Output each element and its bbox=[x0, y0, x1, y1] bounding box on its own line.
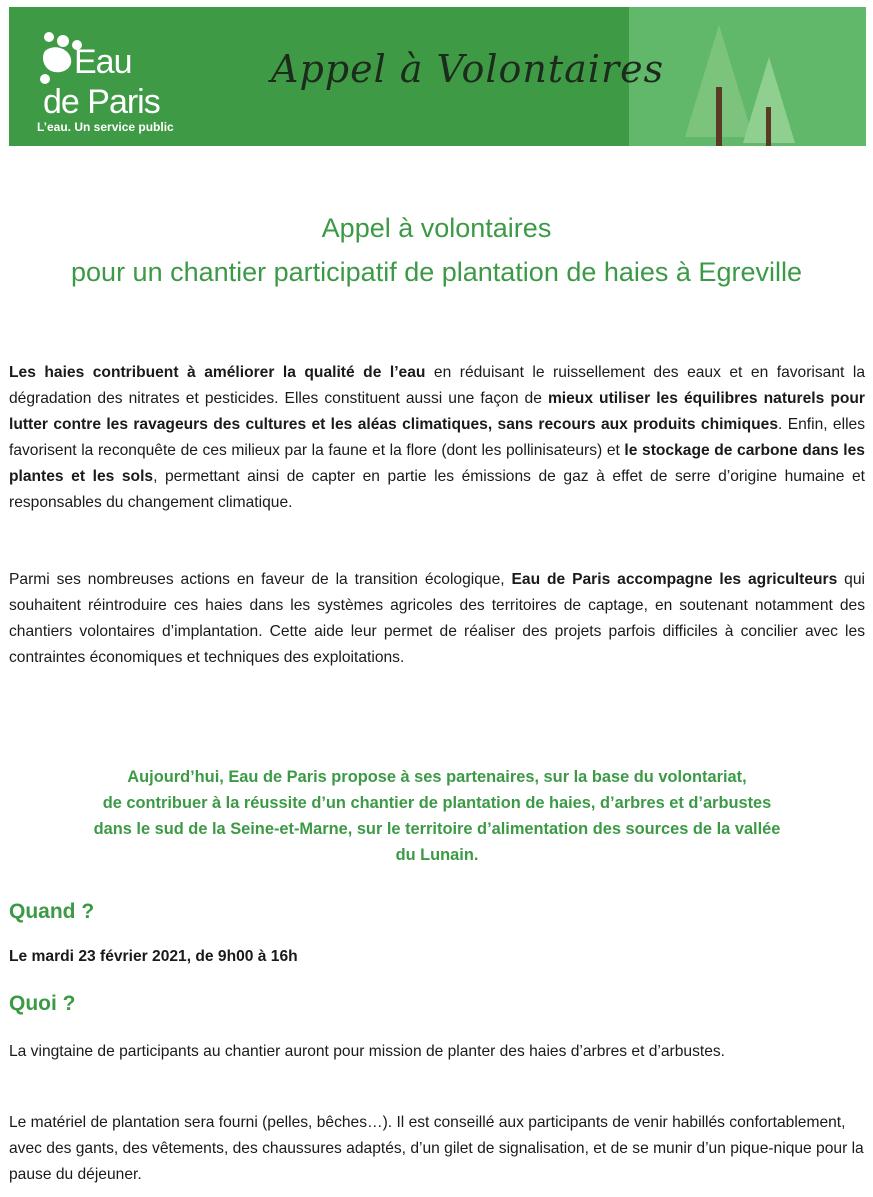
what-heading: Quoi ? bbox=[9, 992, 76, 1015]
logo-paris-text: de Paris bbox=[43, 83, 160, 121]
logo-tagline: L’eau. Un service public bbox=[37, 120, 174, 134]
equipment-paragraph: Le matériel de plantation sera fourni (pelles, bêches…). Il est conseillé aux participants de venir habillés confortablement, avec des gants, des vêtements, des chaussures adaptés, d’un gilet de signalisation, et de se munir d’un pique-nique pour la pause du déjeuner. bbox=[9, 1114, 864, 1183]
what-paragraph: La vingtaine de participants au chantier auront pour mission de planter des haies d’arbres et d’arbustes. bbox=[9, 1043, 726, 1060]
banner-title: Appel à Volontaires bbox=[271, 47, 665, 91]
header-banner bbox=[9, 7, 866, 146]
page-subtitle: pour un chantier participatif de plantation de haies à Egreville bbox=[71, 257, 802, 287]
callout-line: du Lunain. bbox=[395, 846, 479, 864]
logo-eau-text: Eau bbox=[74, 43, 132, 81]
actions-paragraph: Parmi ses nombreuses actions en faveur de la transition écologique, Eau de Paris accompagne les agriculteurs qui souhaitent réintroduire ces haies dans les systèmes agricoles des territoires de captage, en soutenant notamment des chantiers volontaires d’implantation. Cette aide leur permet de réaliser des projets parfois difficiles à concilier avec les contraintes économiques et techniques des exploitations. bbox=[9, 571, 865, 666]
when-heading: Quand ? bbox=[9, 900, 95, 923]
callout-line: dans le sud de la Seine-et-Marne, sur le territoire d’alimentation des sources de la vallée bbox=[93, 820, 781, 838]
intro-paragraph: Les haies contribuent à améliorer la qualité de l’eau en réduisant le ruissellement des eaux et en favorisant la dégradation des nitrates et pesticides. Elles constituent aussi une façon de mieux utiliser les équilibres naturels pour lutter contre les ravageurs des cultures et les aléas climatiques, sans recours aux produits chimiques. Enfin, elles favorisent la reconquête de ces milieux par la faune et la flore (dont les pollinisateurs) et le stockage de carbone dans les plantes et les sols, permettant ainsi de capter en partie les émissions de gaz à effet de serre d’origine humaine et responsables du changement climatique. bbox=[9, 364, 865, 511]
callout-block bbox=[9, 764, 865, 868]
callout-line: Aujourd’hui, Eau de Paris propose à ses partenaires, sur la base du volontariat, bbox=[127, 768, 747, 786]
page-title: Appel à volontaires bbox=[321, 213, 552, 243]
callout-line: de contribuer à la réussite d’un chantier de plantation de haies, d’arbres et d’arbustes bbox=[102, 794, 772, 812]
when-text: Le mardi 23 février 2021, de 9h00 à 16h bbox=[9, 948, 298, 965]
trees-icon bbox=[679, 17, 859, 146]
